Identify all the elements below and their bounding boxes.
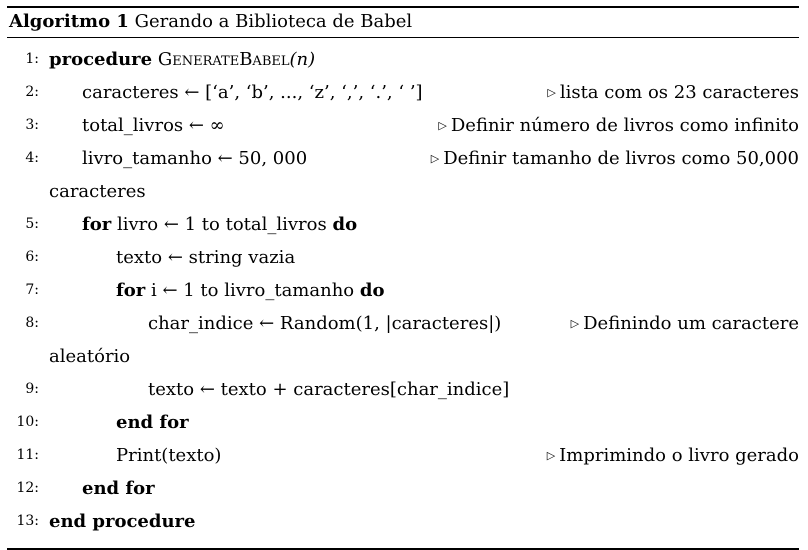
algo-line-4 (7, 142, 799, 175)
line-number: 1: (25, 51, 39, 67)
algo-line-8 (7, 307, 799, 340)
algo-line-11 (7, 439, 799, 472)
line-number: 4: (25, 150, 39, 166)
line-number: 5: (25, 216, 39, 232)
caption-label: Algoritmo 1 (9, 11, 129, 32)
comment-triangle-icon: ▷ (430, 152, 440, 165)
line-comment (431, 142, 799, 175)
line-number: 12: (16, 480, 39, 496)
for-header: i ← 1 to livro_tamanho (150, 280, 355, 301)
comment-text: Imprimindo o livro gerado (559, 445, 799, 466)
line-comment (547, 76, 799, 109)
for-header: livro ← 1 to total_livros (116, 214, 327, 235)
comment-text: Definir número de livros como infinito (450, 115, 799, 136)
keyword-do: do (359, 280, 385, 301)
line-comment (547, 439, 799, 472)
keyword-for: for (116, 280, 146, 301)
comment-triangle-icon: ▷ (570, 317, 580, 330)
comment-triangle-icon: ▷ (438, 119, 447, 132)
procedure-args: (n) (289, 49, 316, 70)
line-code: livro_tamanho ← 50, 000 (82, 148, 308, 169)
line-number: 10: (16, 414, 39, 430)
algorithm-caption (7, 8, 799, 34)
line-number: 8: (25, 315, 39, 331)
line-code: texto ← string vazia (116, 247, 296, 268)
line-number: 3: (25, 117, 39, 133)
algo-line-9 (7, 373, 799, 406)
line-code: total_livros ← ∞ (82, 115, 225, 136)
line-code: caracteres ← [‘a’, ‘b’, ..., ‘z’, ‘,’, ‘.’, ‘ ’] (82, 82, 423, 103)
line-number: 7: (25, 282, 39, 298)
keyword-for: for (82, 214, 112, 235)
comment-text: Definir tamanho de livros como 50,000 (443, 148, 799, 169)
line-code (116, 274, 384, 307)
procedure-name: GenerateBabel (157, 49, 290, 70)
algo-line-4-continuation (7, 175, 799, 208)
algo-line-12 (7, 472, 799, 505)
comment-triangle-icon: ▷ (546, 449, 556, 462)
keyword-end-procedure: end procedure (49, 511, 196, 532)
algo-line-5 (7, 208, 799, 241)
comment-text: Definindo um caractere (583, 313, 799, 334)
keyword-end-for: end for (82, 478, 155, 499)
line-number: 2: (25, 84, 39, 100)
algo-line-3 (7, 109, 799, 142)
line-number: 11: (16, 447, 39, 463)
algo-line-2 (7, 76, 799, 109)
line-code: texto ← texto + caracteres[char_indice] (148, 379, 510, 400)
algo-line-7 (7, 274, 799, 307)
comment-text: lista com os 23 caracteres (559, 82, 799, 103)
line-code (49, 43, 315, 76)
algo-line-10 (7, 406, 799, 439)
comment-triangle-icon: ▷ (547, 86, 556, 99)
keyword-do: do (332, 214, 358, 235)
line-comment (438, 109, 799, 142)
comment-continuation: caracteres (49, 181, 146, 202)
algorithm-box (7, 6, 799, 550)
algo-line-1 (7, 43, 799, 76)
comment-continuation: aleatório (49, 346, 131, 367)
algo-line-6 (7, 241, 799, 274)
line-number: 9: (25, 381, 39, 397)
line-number: 6: (25, 249, 39, 265)
line-code: char_indice ← Random(1, |caracteres|) (148, 313, 502, 334)
keyword-end-for: end for (116, 412, 189, 433)
line-code (82, 208, 357, 241)
line-comment (571, 307, 799, 340)
algo-line-13 (7, 505, 799, 538)
caption-title: Gerando a Biblioteca de Babel (134, 11, 413, 32)
line-number: 13: (16, 513, 39, 529)
algorithm-body (7, 38, 799, 538)
keyword-procedure: procedure (49, 49, 153, 70)
line-code: Print(texto) (116, 445, 222, 466)
algo-line-8-continuation (7, 340, 799, 373)
